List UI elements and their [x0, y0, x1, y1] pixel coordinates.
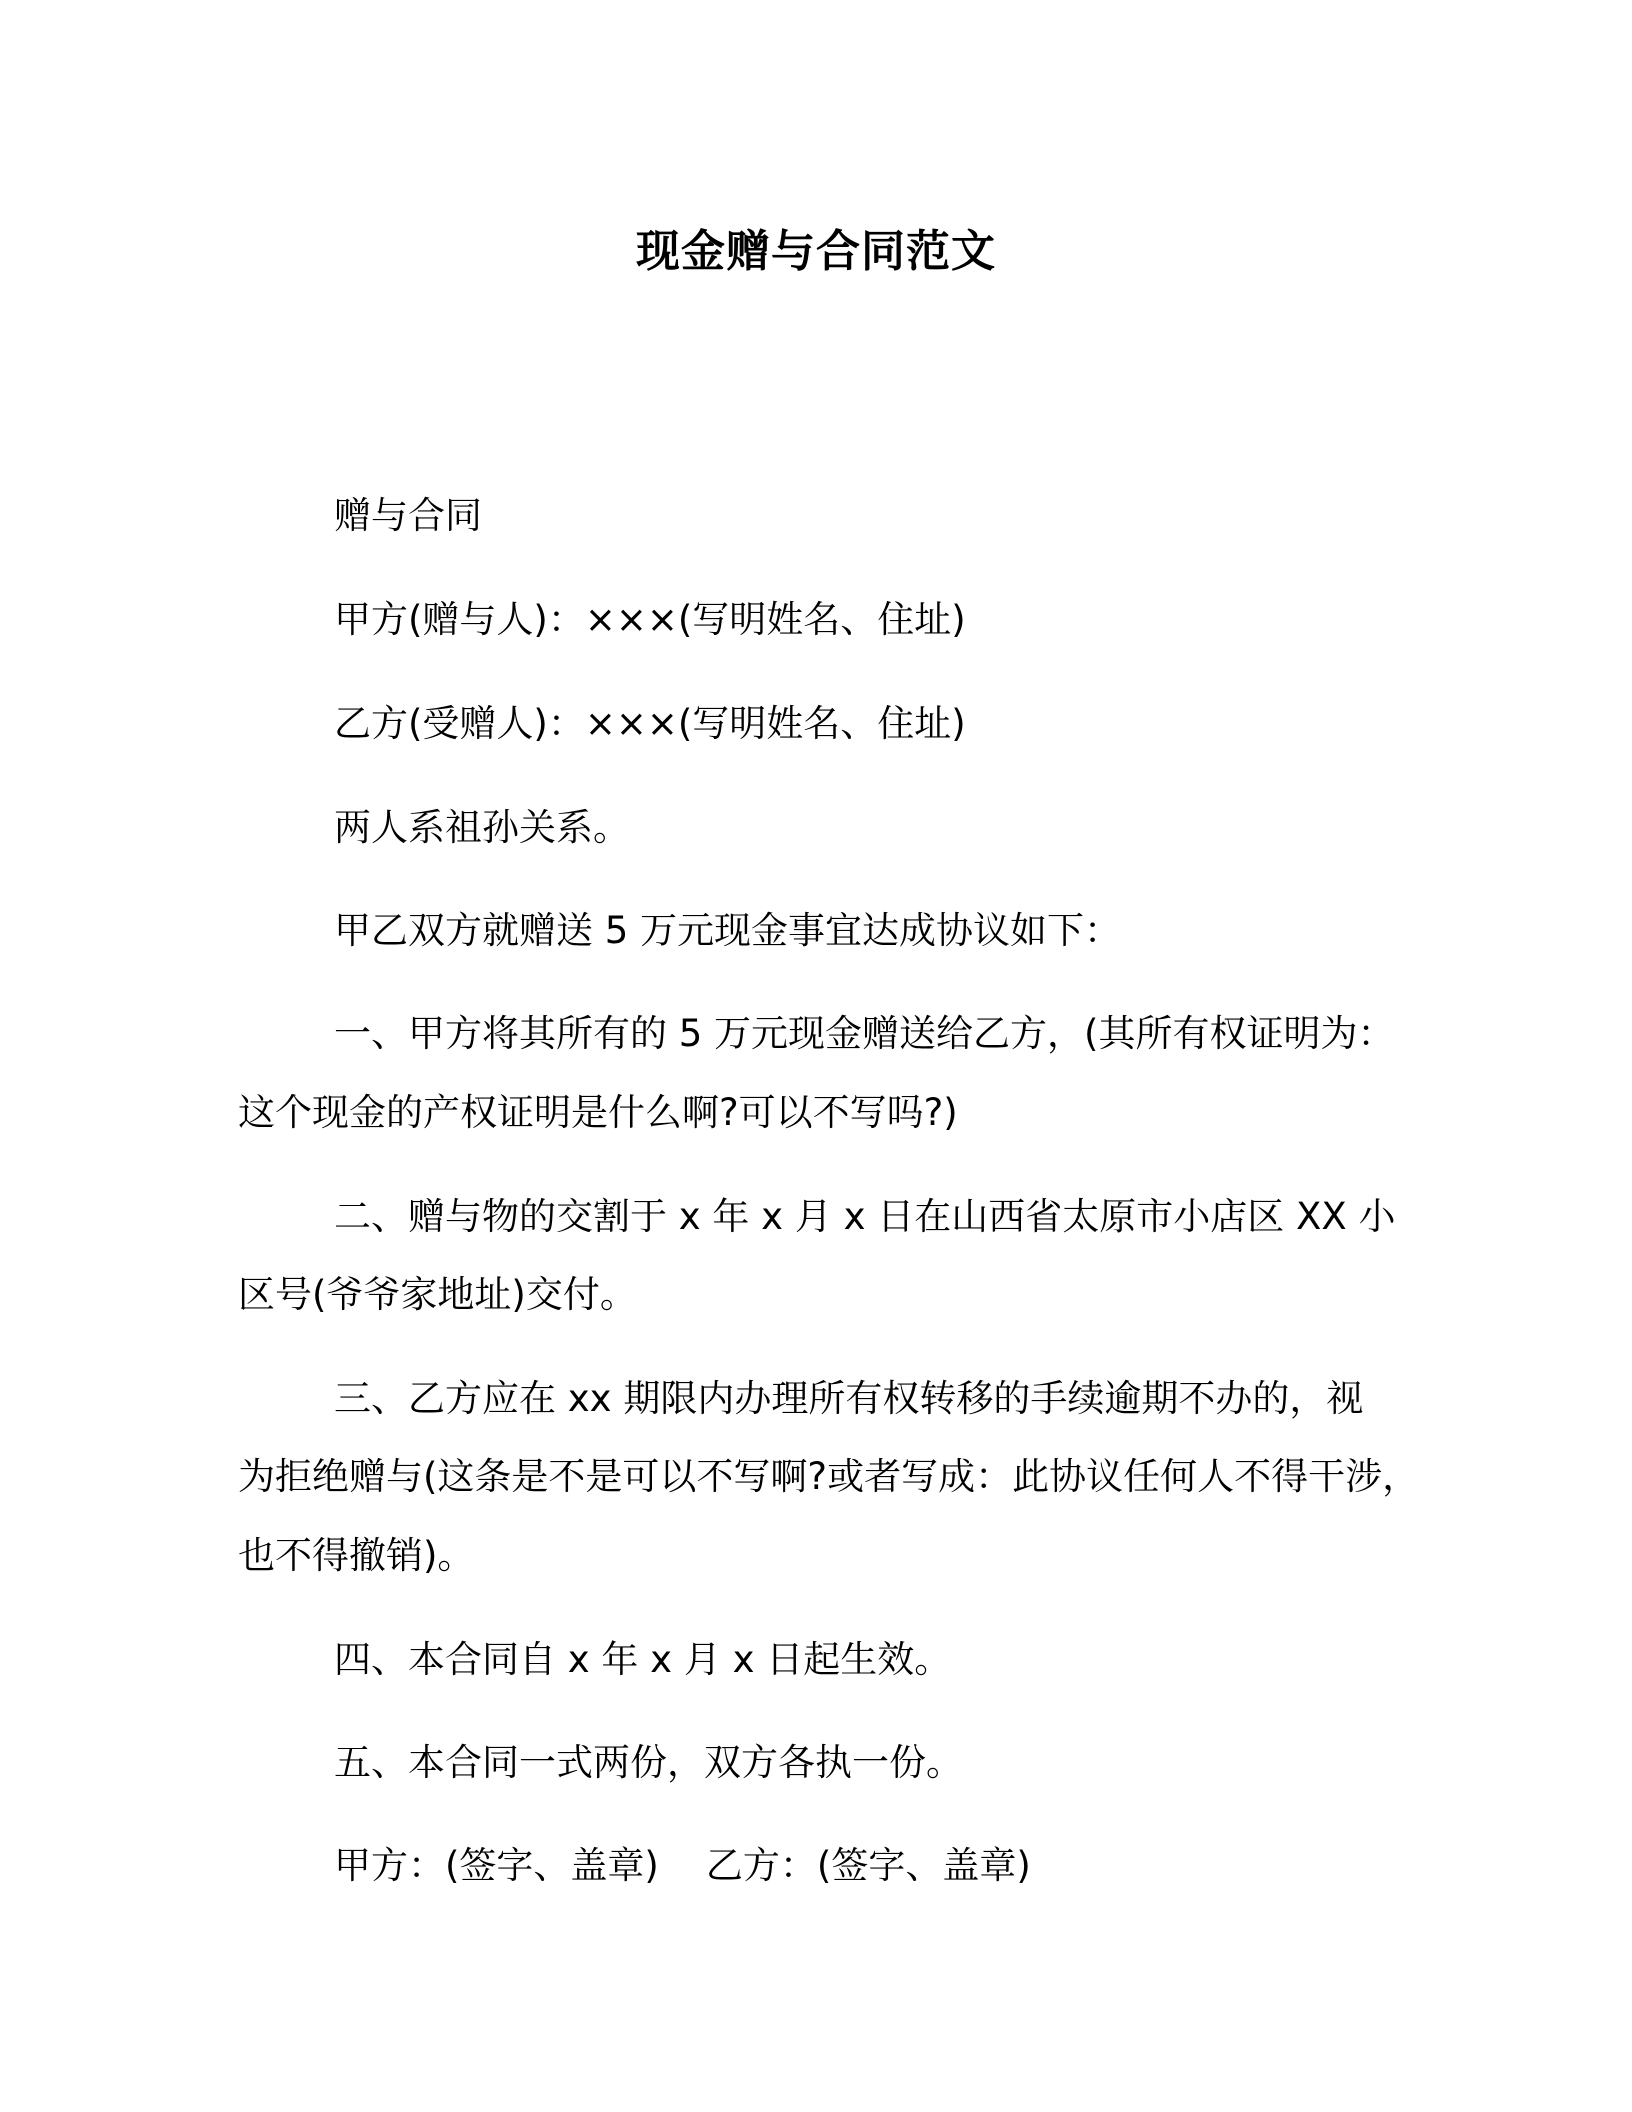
signature-line: 甲方：(签字、盖章) 乙方：(签字、盖章): [334, 1844, 1031, 1887]
clause-2-line-1: 二、赠与物的交割于 x 年 x 月 x 日在山西省太原市小店区 XX 小: [334, 1195, 1396, 1238]
clause-2-line-2: 区号(爷爷家地址)交付。: [238, 1273, 637, 1316]
contract-heading: 赠与合同: [334, 494, 482, 537]
clause-1-line-1: 一、甲方将其所有的 5 万元现金赠送给乙方，(其所有权证明为：: [334, 1012, 1395, 1055]
clause-5-line: 五、本合同一式两份，双方各执一份。: [334, 1741, 963, 1784]
party-b-line: 乙方(受赠人)：×××(写明姓名、住址): [334, 702, 966, 745]
agreement-intro: 甲乙双方就赠送 5 万元现金事宜达成协议如下：: [334, 909, 1122, 952]
document-title: 现金赠与合同范文: [636, 226, 996, 277]
clause-3-line-2: 为拒绝赠与(这条是不是可以不写啊?或者写成：此协议任何人不得干涉，: [238, 1455, 1420, 1498]
relationship-line: 两人系祖孙关系。: [334, 806, 630, 849]
clause-3-line-1: 三、乙方应在 xx 期限内办理所有权转移的手续逾期不办的，视: [334, 1377, 1364, 1420]
clause-4-line: 四、本合同自 x 年 x 月 x 日起生效。: [334, 1638, 952, 1681]
party-a-line: 甲方(赠与人)：×××(写明姓名、住址): [334, 598, 966, 641]
clause-3-line-3: 也不得撤销)。: [238, 1534, 475, 1577]
clause-1-line-2: 这个现金的产权证明是什么啊?可以不写吗?): [238, 1091, 958, 1134]
